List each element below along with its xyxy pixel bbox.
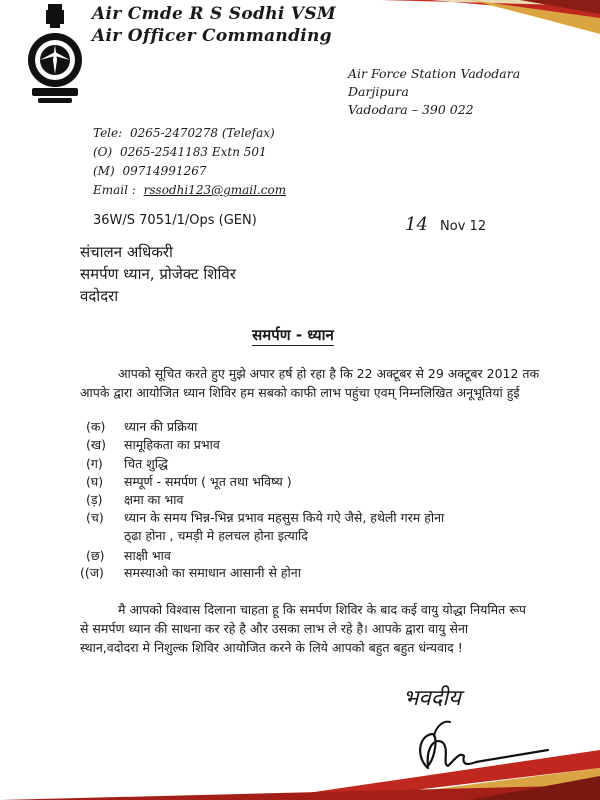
intro-line-2: आपके द्वारा आयोजित ध्यान शिविर हम सबको काफी लाभ पहुंचा एवम् निम्नलिखित अनूभूतियां हुई (80, 385, 520, 400)
item-text: सामूहिकता का प्रभाव (124, 437, 220, 452)
item-label: (घ) (86, 474, 104, 489)
item-text: ध्यान के समय भिन्न-भिन्न प्रभाव महसुस किये गऐ जैसे, हथेली गरम होना (124, 510, 445, 525)
contact-label: (M) (93, 164, 115, 178)
date-month-year: Nov 12 (440, 219, 487, 234)
item-text: चित शुद्धि (124, 456, 168, 471)
address-line-2: Darjipura (348, 84, 409, 99)
recipient-line-1: संचालन अधिकरी (80, 243, 173, 261)
contact-value: 09714991267 (122, 164, 207, 178)
sender-name: Air Cmde R S Sodhi VSM (92, 4, 337, 24)
item-text: साक्षी भाव (124, 548, 171, 563)
contact-office (93, 145, 267, 159)
item-text: ध्यान की प्रक्रिया (124, 419, 198, 434)
item-label: (क) (86, 419, 106, 434)
email-link[interactable]: rssodhi123@gmail.com (143, 183, 287, 197)
item-text: क्षमा का भाव (124, 492, 184, 507)
signature-mark (398, 708, 558, 778)
intro-line-1: आपको सूचित करते हुए मुझे अपार हर्ष हो रहा है कि 22 अक्टूबर से 29 अक्टूबर 2012 तक (118, 366, 540, 381)
contact-tele (93, 126, 275, 140)
signoff-text: भवदीय (403, 686, 461, 711)
recipient-line-2: समर्पण ध्यान, प्रोजेक्ट शिविर (80, 265, 236, 283)
item-label: (ख) (86, 437, 106, 452)
reference-number: 36W/S 7051/1/Ops (GEN) (93, 213, 257, 228)
air-force-emblem (24, 2, 86, 108)
letter-date (405, 214, 486, 235)
subject-line (0, 325, 600, 345)
contact-label: Tele: (93, 126, 123, 140)
item-label: (छ) (86, 548, 105, 563)
item-continuation: ठ्ढा होना , चमड़ी मे हलचल होना इत्यादि (124, 528, 308, 543)
subject-text: समर्पण - ध्यान (252, 326, 334, 344)
item-label: (च) (86, 510, 104, 525)
contact-email (93, 183, 286, 197)
item-text: समस्याओ का समाधान आसानी से होना (124, 565, 301, 580)
contact-value: 0265-2470278 (Telefax) (129, 126, 275, 140)
closing-line-2: से समर्पण ध्यान की साधना कर रहे है और उसका लाभ ले रहे है। आपके द्वारा वायु सेना (80, 621, 469, 636)
date-day: 14 (405, 214, 428, 235)
contact-mobile (93, 164, 206, 178)
address-line-1: Air Force Station Vadodara (348, 66, 521, 81)
address-line-3: Vadodara – 390 022 (348, 102, 474, 117)
item-label: ((ज) (80, 565, 104, 580)
item-text: सम्पूर्ण - समर्पण ( भूत तथा भविष्य ) (124, 474, 292, 489)
sender-title: Air Officer Commanding (92, 26, 332, 46)
contact-label: (O) (93, 145, 113, 159)
item-label: (ग) (86, 456, 103, 471)
recipient-line-3: वदोदरा (80, 287, 119, 305)
contact-label: Email : (93, 183, 136, 197)
contact-value: 0265-2541183 Extn 501 (120, 145, 267, 159)
item-label: (ड़) (86, 492, 103, 507)
closing-line-3: स्थान,वदोदरा मे निशुल्क शिविर आयोजित करने के लिये आपको बहुत बहुत धंन्यवाद ! (80, 640, 463, 655)
closing-line-1: मै आपको विश्वास दिलाना चाहता हू कि समर्पण शिविर के बाद कई वायु योद्धा नियमित रूप (118, 602, 527, 617)
